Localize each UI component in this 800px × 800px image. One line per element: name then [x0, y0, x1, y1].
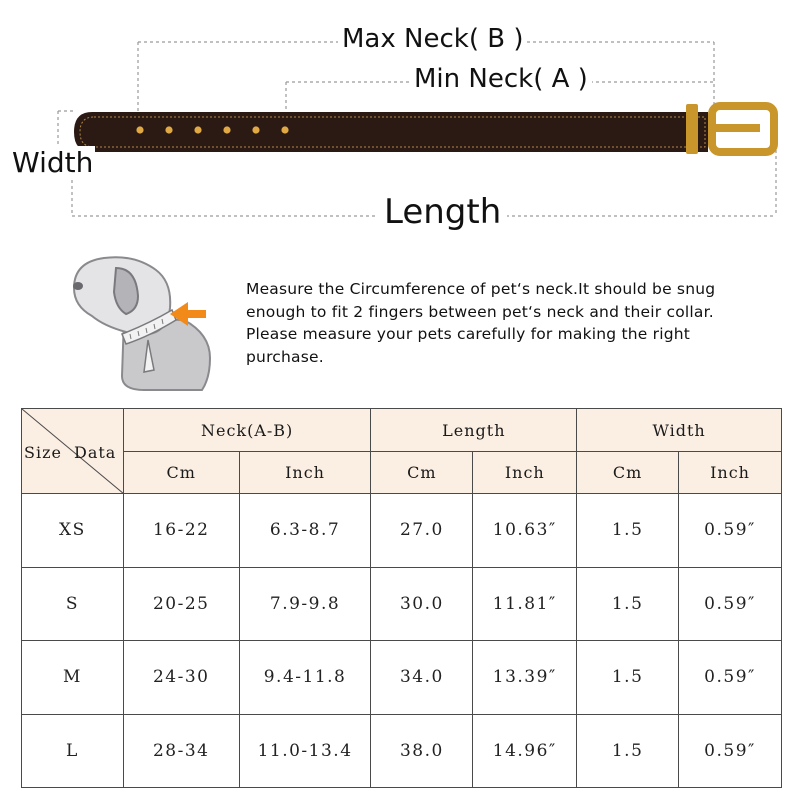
size-data-corner-cell [22, 409, 124, 494]
length-group-header: Length [371, 409, 577, 452]
unit-header: Cm [577, 452, 679, 494]
corner-size-label: Size [24, 443, 62, 462]
table-unit-row [22, 452, 782, 494]
table-cell: 0.59″ [679, 567, 782, 641]
table-row [22, 714, 782, 788]
width-group-header: Width [577, 409, 782, 452]
max-neck-label: Max Neck( B ) [338, 24, 527, 54]
dog-measure-icon [64, 248, 214, 398]
instruction-line: Measure the Circumference of pet‘s neck.It should be snug [246, 280, 716, 298]
table-cell: 1.5 [577, 641, 679, 715]
unit-header: Inch [473, 452, 577, 494]
unit-header: Inch [679, 452, 782, 494]
table-cell: 0.59″ [679, 494, 782, 568]
size-cell: S [22, 567, 124, 641]
table-row [22, 567, 782, 641]
instruction-line: purchase. [246, 347, 324, 366]
table-cell: 14.96″ [473, 714, 577, 788]
table-cell: 1.5 [577, 494, 679, 568]
table-cell: 16-22 [123, 494, 239, 568]
table-cell: 0.59″ [679, 641, 782, 715]
measure-instructions [246, 278, 766, 368]
table-cell: 9.4-11.8 [239, 641, 371, 715]
table-cell: 13.39″ [473, 641, 577, 715]
table-row [22, 641, 782, 715]
table-cell: 1.5 [577, 567, 679, 641]
table-cell: 7.9-9.8 [239, 567, 371, 641]
size-cell: L [22, 714, 124, 788]
table-cell: 11.0-13.4 [239, 714, 371, 788]
table-header-row [22, 409, 782, 452]
size-cell: M [22, 641, 124, 715]
table-cell: 11.81″ [473, 567, 577, 641]
instruction-line: Please measure your pets carefully for making the right [246, 325, 691, 343]
table-cell: 10.63″ [473, 494, 577, 568]
table-cell: 34.0 [371, 641, 473, 715]
unit-header: Cm [123, 452, 239, 494]
table-cell: 28-34 [123, 714, 239, 788]
table-cell: 6.3-8.7 [239, 494, 371, 568]
unit-header: Cm [371, 452, 473, 494]
table-cell: 1.5 [577, 714, 679, 788]
table-cell: 0.59″ [679, 714, 782, 788]
instruction-line: enough to fit 2 fingers between pet‘s neck and their collar. [246, 302, 714, 321]
neck-group-header: Neck(A-B) [123, 409, 371, 452]
size-cell: XS [22, 494, 124, 568]
length-label: Length [378, 192, 507, 232]
min-neck-label: Min Neck( A ) [410, 64, 592, 94]
table-cell: 20-25 [123, 567, 239, 641]
table-row [22, 494, 782, 568]
width-label: Width [12, 146, 94, 179]
table-cell: 24-30 [123, 641, 239, 715]
table-cell: 38.0 [371, 714, 473, 788]
table-cell: 27.0 [371, 494, 473, 568]
table-cell: 30.0 [371, 567, 473, 641]
unit-header: Inch [239, 452, 371, 494]
size-chart-table [21, 408, 782, 788]
corner-data-label: Data [74, 443, 117, 462]
